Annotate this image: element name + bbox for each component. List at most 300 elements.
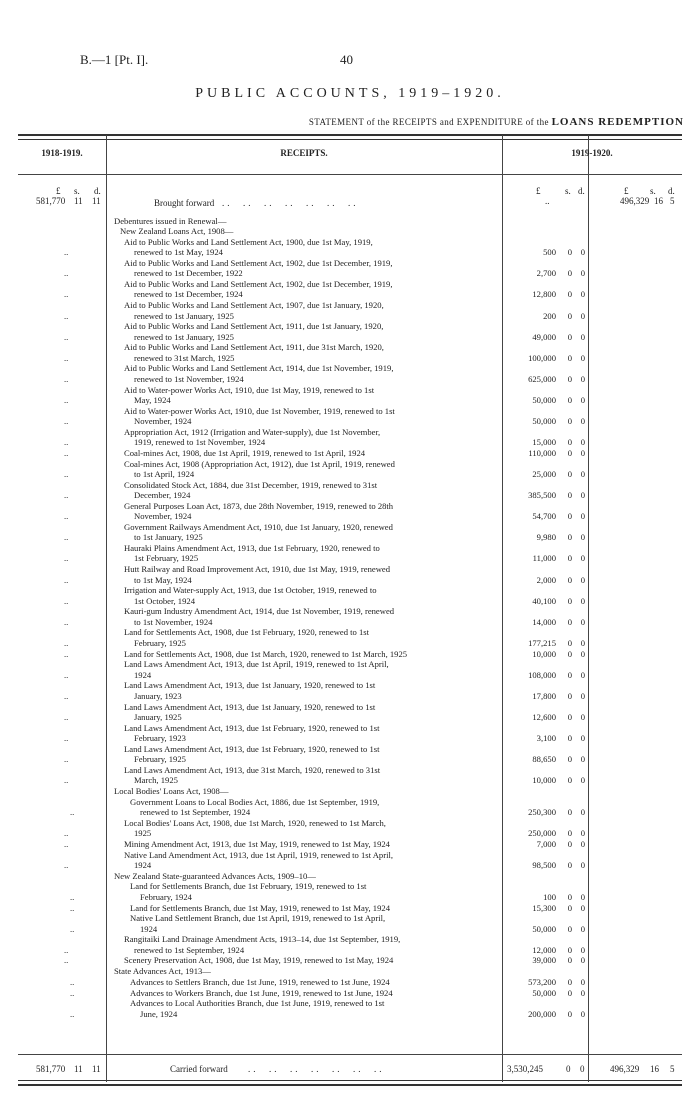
- entry-amount-s: 0: [567, 289, 572, 300]
- entry-continuation: June, 1924: [140, 1008, 178, 1019]
- entry-text: Land for Settlements Branch, due 1st May, 1919, renewed to 1st May, 1924: [130, 902, 390, 913]
- bf-leader-dots: .. .. .. .. .. .. ..: [222, 198, 359, 208]
- entry-continuation: 1925: [134, 828, 152, 839]
- entry-text: Aid to Public Works and Land Settlement Act, 1911, due 31st March, 1920,: [124, 342, 384, 353]
- list-subheading: [114, 786, 499, 796]
- header-divider: [18, 174, 682, 175]
- entry-text: Rangitaiki Land Drainage Amendment Acts, 1913–14, due 1st September, 1919,: [124, 934, 401, 945]
- entry-continuation: 1924: [140, 923, 158, 934]
- list-item: [64, 257, 585, 279]
- left-column-dots: ..: [64, 331, 69, 342]
- cf-mid-s: 0: [566, 1064, 571, 1074]
- entry-amount-d: 0: [580, 310, 585, 321]
- list-item: [64, 500, 585, 522]
- entry-amount-s: 0: [567, 807, 572, 818]
- entry-continuation: to 1st January, 1925: [134, 532, 203, 543]
- entry-continuation: renewed to 1st May, 1924: [134, 247, 223, 258]
- left-column-dots: ..: [64, 289, 69, 300]
- receipts-list: [64, 216, 585, 1019]
- entry-amount-s: 0: [567, 394, 572, 405]
- entry-amount-s: 0: [567, 711, 572, 722]
- entry-amount-d: 0: [580, 574, 585, 585]
- entry-amount-pounds: 10,000: [532, 775, 556, 786]
- entry-continuation: February, 1924: [140, 891, 192, 902]
- entry-text: Aid to Public Works and Land Settlement Act, 1907, due 1st January, 1920,: [124, 300, 384, 311]
- entry-amount-s: 0: [567, 923, 572, 934]
- left-column-dots: ..: [64, 859, 69, 870]
- entry-amount-s: 0: [567, 637, 572, 648]
- list-item: [64, 648, 585, 659]
- entry-amount-s: 0: [567, 447, 572, 458]
- list-item: [64, 849, 585, 871]
- entry-amount-d: 0: [580, 416, 585, 427]
- entry-continuation: renewed to 1st November, 1924: [134, 373, 244, 384]
- entry-amount-s: 0: [567, 532, 572, 543]
- left-column-dots: ..: [64, 595, 69, 606]
- entry-amount-pounds: 177,215: [528, 637, 556, 648]
- subtitle-bold: LOANS REDEMPTION: [551, 116, 684, 128]
- cf-right-pounds: 496,329: [610, 1064, 640, 1074]
- entry-amount-d: 0: [580, 511, 585, 522]
- left-column-dots: ..: [64, 416, 69, 427]
- entry-amount-s: 0: [567, 553, 572, 564]
- entry-amount-pounds: 3,100: [536, 733, 556, 744]
- entry-continuation: renewed to 1st January, 1925: [134, 331, 234, 342]
- pence-label-mid: d.: [578, 186, 585, 196]
- entry-amount-s: 0: [567, 373, 572, 384]
- list-item: [64, 680, 585, 701]
- left-column-dots: ..: [70, 976, 75, 987]
- pound-sign-right: £: [624, 186, 629, 196]
- entry-amount-pounds: 17,800: [532, 690, 556, 701]
- entry-continuation: 1924: [134, 669, 152, 680]
- entry-amount-pounds: 50,000: [532, 394, 556, 405]
- entry-continuation: December, 1924: [134, 490, 191, 501]
- entry-amount-pounds: 14,000: [532, 616, 556, 627]
- entry-amount-pounds: 573,200: [528, 976, 556, 987]
- subtitle-prefix: STATEMENT of the RECEIPTS and EXPENDITURE of the: [308, 117, 549, 127]
- entry-amount-pounds: 12,600: [532, 711, 556, 722]
- cf-right-d: 5: [670, 1064, 675, 1074]
- list-item: [64, 321, 585, 342]
- left-column-dots: ..: [64, 637, 69, 648]
- entry-text: Advances to Local Authorities Branch, due 1st June, 1919, renewed to 1st: [130, 998, 385, 1009]
- brought-forward-label: Brought forward: [154, 198, 215, 208]
- entry-amount-d: 0: [580, 373, 585, 384]
- entry-text: Land for Settlements Branch, due 1st February, 1919, renewed to 1st: [130, 881, 367, 892]
- entry-amount-d: 0: [580, 733, 585, 744]
- entry-amount-d: 0: [580, 891, 585, 902]
- footer-divider: [18, 1054, 682, 1055]
- list-item: [64, 363, 585, 384]
- entry-amount-s: 0: [567, 310, 572, 321]
- carried-forward-label: Carried forward: [170, 1064, 228, 1074]
- entry-text: New Zealand State-guaranteed Advances Acts, 1909–10—: [114, 870, 316, 881]
- entry-amount-s: 0: [567, 828, 572, 839]
- entry-amount-d: 0: [580, 532, 585, 543]
- entry-amount-d: 0: [580, 394, 585, 405]
- list-item: [64, 405, 585, 427]
- subsection-heading: New Zealand Loans Act, 1908—: [120, 226, 234, 237]
- left-column-dots: ..: [64, 838, 69, 849]
- entry-continuation: 1st February, 1925: [134, 553, 199, 564]
- list-item: [64, 543, 585, 564]
- entry-text: Advances to Settlers Branch, due 1st June, 1919, renewed to 1st June, 1924: [130, 976, 390, 987]
- entry-text: Kauri-gum Industry Amendment Act, 1914, due 1st November, 1919, renewed: [124, 606, 395, 617]
- pence-label-left: d.: [94, 186, 101, 196]
- entry-amount-d: 0: [580, 859, 585, 870]
- entry-amount-d: 0: [580, 976, 585, 987]
- left-column-dots: ..: [64, 553, 69, 564]
- entry-amount-pounds: 54,700: [532, 511, 556, 522]
- list-item: [64, 447, 585, 458]
- entry-amount-s: 0: [567, 955, 572, 966]
- entry-continuation: renewed to 1st September, 1924: [134, 944, 245, 955]
- left-column-dots: ..: [70, 891, 75, 902]
- list-item: [64, 564, 585, 585]
- list-item: [64, 606, 585, 627]
- list-item: [64, 585, 585, 606]
- left-column-dots: ..: [64, 511, 69, 522]
- entry-text: Mining Amendment Act, 1913, due 1st May, 1919, renewed to 1st May, 1924: [124, 838, 390, 849]
- entry-amount-d: 0: [580, 352, 585, 363]
- entry-text: General Purposes Loan Act, 1873, due 28th November, 1919, renewed to 28th: [124, 500, 394, 511]
- entry-amount-pounds: 11,000: [532, 553, 556, 564]
- entry-amount-d: 0: [580, 902, 585, 913]
- entry-amount-d: 0: [580, 838, 585, 849]
- entry-continuation: November, 1924: [134, 511, 192, 522]
- column-divider-left: [106, 135, 107, 1082]
- entry-amount-d: 0: [580, 331, 585, 342]
- left-column-dots: ..: [64, 437, 69, 448]
- entry-amount-pounds: 15,000: [532, 437, 556, 448]
- entry-amount-d: 0: [580, 469, 585, 480]
- list-item: [70, 881, 585, 902]
- entry-text: Land Laws Amendment Act, 1913, due 1st February, 1920, renewed to 1st: [124, 722, 380, 733]
- entry-amount-s: 0: [567, 268, 572, 279]
- left-column-dots: ..: [64, 616, 69, 627]
- entry-text: Appropriation Act, 1912 (Irrigation and Water-supply), due 1st November,: [124, 426, 381, 437]
- entry-amount-d: 0: [580, 711, 585, 722]
- entry-amount-pounds: 200: [543, 310, 556, 321]
- entry-text: Consolidated Stock Act, 1884, due 31st December, 1919, renewed to 31st: [124, 479, 378, 490]
- left-column-dots: ..: [64, 669, 69, 680]
- entry-amount-pounds: 7,000: [536, 838, 556, 849]
- entry-amount-d: 0: [580, 437, 585, 448]
- entry-amount-pounds: 39,000: [532, 955, 556, 966]
- list-item: [70, 913, 585, 934]
- entry-amount-s: 0: [567, 352, 572, 363]
- left-column-dots: ..: [64, 490, 69, 501]
- entry-text: Government Railways Amendment Act, 1910, due 1st January, 1920, renewed: [124, 521, 393, 532]
- entry-text: Scenery Preservation Act, 1908, due 1st May, 1919, renewed to 1st May, 1924: [124, 955, 394, 966]
- entry-text: Aid to Public Works and Land Settlement Act, 1911, due 1st January, 1920,: [124, 321, 384, 332]
- entry-text: Advances to Workers Branch, due 1st June, 1919, renewed to 1st June, 1924: [130, 987, 393, 998]
- left-column-dots: ..: [64, 469, 69, 480]
- entry-amount-pounds: 625,000: [528, 373, 556, 384]
- entry-amount-d: 0: [580, 987, 585, 998]
- entry-amount-d: 0: [580, 268, 585, 279]
- bf-left-s: 11: [74, 196, 83, 206]
- left-column-dots: ..: [64, 247, 69, 258]
- entry-continuation: January, 1925: [134, 711, 182, 722]
- entry-amount-pounds: 500: [543, 247, 556, 258]
- list-item: [70, 902, 585, 913]
- list-item: [64, 955, 585, 966]
- column-divider-mid: [502, 135, 503, 1082]
- list-item: [64, 384, 585, 406]
- section-heading: Debentures issued in Renewal—: [114, 216, 227, 226]
- entry-continuation: renewed to 1st December, 1924: [134, 289, 243, 300]
- entry-text: Local Bodies' Loans Act, 1908, due 1st March, 1920, renewed to 1st March,: [124, 817, 386, 828]
- page-number: 40: [340, 52, 353, 67]
- entry-amount-pounds: 100,000: [528, 352, 556, 363]
- entry-amount-pounds: 10,000: [532, 648, 556, 659]
- left-column-dots: ..: [64, 754, 69, 765]
- entry-text: Land Laws Amendment Act, 1913, due 1st February, 1920, renewed to 1st: [124, 743, 380, 754]
- list-item: [70, 796, 585, 818]
- entry-text: Land Laws Amendment Act, 1913, due 1st April, 1919, renewed to 1st April,: [124, 659, 389, 670]
- list-item: [64, 521, 585, 543]
- list-item: [64, 722, 585, 744]
- entry-amount-d: 0: [580, 923, 585, 934]
- left-column-dots: ..: [64, 690, 69, 701]
- entry-text: Land Laws Amendment Act, 1913, due 1st January, 1920, renewed to 1st: [124, 680, 376, 691]
- entry-text: Aid to Public Works and Land Settlement Act, 1914, due 1st November, 1919,: [124, 363, 394, 374]
- entry-amount-pounds: 108,000: [528, 669, 556, 680]
- entry-continuation: January, 1923: [134, 690, 182, 701]
- bf-right-s: 16: [654, 196, 663, 206]
- entry-amount-pounds: 49,000: [532, 331, 556, 342]
- page-reference: B.—1 [Pt. I].: [80, 52, 149, 67]
- entry-amount-s: 0: [567, 1008, 572, 1019]
- entry-text: Aid to Water-power Works Act, 1910, due 1st May, 1919, renewed to 1st: [124, 384, 375, 395]
- left-column-dots: ..: [64, 711, 69, 722]
- pound-sign-mid: £: [536, 186, 541, 196]
- entry-text: Native Land Amendment Act, 1913, due 1st April, 1919, renewed to 1st April,: [124, 849, 393, 860]
- entry-amount-s: 0: [567, 690, 572, 701]
- cf-right-s: 16: [650, 1064, 659, 1074]
- list-item: [64, 934, 585, 955]
- bf-right-d: 5: [670, 196, 675, 206]
- entry-amount-d: 0: [580, 553, 585, 564]
- list-item: [64, 817, 585, 839]
- list-item: [64, 627, 585, 648]
- shilling-label-mid: s.: [565, 186, 571, 196]
- entry-amount-d: 0: [580, 669, 585, 680]
- entry-amount-d: 0: [580, 247, 585, 258]
- entry-text: Aid to Water-power Works Act, 1910, due 1st November, 1919, renewed to 1st: [124, 405, 395, 416]
- entry-amount-pounds: 9,980: [536, 532, 556, 543]
- left-column-dots: ..: [64, 944, 69, 955]
- entry-continuation: February, 1923: [134, 733, 186, 744]
- list-item: [70, 998, 585, 1019]
- left-column-dots: ..: [64, 733, 69, 744]
- entry-amount-pounds: 15,300: [532, 902, 556, 913]
- entry-text: Government Loans to Local Bodies Act, 1886, due 1st September, 1919,: [130, 796, 380, 807]
- cf-leader-dots: .. .. .. .. .. .. ..: [248, 1064, 385, 1074]
- entry-amount-s: 0: [567, 987, 572, 998]
- entry-continuation: to 1st April, 1924: [134, 469, 195, 480]
- list-item: [64, 743, 585, 765]
- statement-subtitle: [309, 116, 684, 128]
- entry-amount-pounds: 2,700: [536, 268, 556, 279]
- entry-amount-s: 0: [567, 574, 572, 585]
- list-item: [64, 659, 585, 680]
- entry-text: Land Laws Amendment Act, 1913, due 31st March, 1920, renewed to 31st: [124, 764, 381, 775]
- entry-amount-d: 0: [580, 775, 585, 786]
- entry-amount-d: 0: [580, 828, 585, 839]
- entry-amount-s: 0: [567, 775, 572, 786]
- left-column-dots: ..: [64, 373, 69, 384]
- left-column-dots: ..: [64, 310, 69, 321]
- entry-text: Coal-mines Act, 1908 (Appropriation Act, 1912), due 1st April, 1919, renewed: [124, 458, 395, 469]
- entry-continuation: 1919, renewed to 1st November, 1924: [134, 437, 266, 448]
- list-item: [64, 342, 585, 363]
- entry-amount-s: 0: [567, 490, 572, 501]
- entry-continuation: to 1st November, 1924: [134, 616, 213, 627]
- entry-amount-pounds: 200,000: [528, 1008, 556, 1019]
- entry-amount-pounds: 25,000: [532, 469, 556, 480]
- left-column-dots: ..: [64, 775, 69, 786]
- entry-amount-pounds: 250,000: [528, 828, 556, 839]
- entry-amount-s: 0: [567, 437, 572, 448]
- entry-amount-s: 0: [567, 976, 572, 987]
- entry-amount-d: 0: [580, 490, 585, 501]
- left-column-dots: ..: [70, 807, 75, 818]
- left-column-dots: ..: [64, 648, 69, 659]
- entry-amount-s: 0: [567, 859, 572, 870]
- entry-continuation: 1st October, 1924: [134, 595, 195, 606]
- bf-left-d: 11: [92, 196, 101, 206]
- left-column-dots: ..: [70, 923, 75, 934]
- list-item: [64, 279, 585, 300]
- entry-amount-s: 0: [567, 595, 572, 606]
- entry-continuation: renewed to 31st March, 1925: [134, 352, 235, 363]
- cf-left-d: 11: [92, 1064, 101, 1074]
- entry-amount-pounds: 40,100: [532, 595, 556, 606]
- list-item: [70, 976, 585, 987]
- list-item: [64, 764, 585, 786]
- entry-amount-s: 0: [567, 247, 572, 258]
- list-subheading: [114, 966, 499, 976]
- entry-continuation: February, 1925: [134, 637, 186, 648]
- entry-amount-d: 0: [580, 1008, 585, 1019]
- entry-amount-d: 0: [580, 616, 585, 627]
- list-item: [64, 236, 585, 258]
- entry-amount-pounds: 12,800: [532, 289, 556, 300]
- entry-text: Aid to Public Works and Land Settlement Act, 1902, due 1st December, 1919,: [124, 257, 393, 268]
- shilling-label-left: s.: [74, 186, 80, 196]
- entry-amount-s: 0: [567, 511, 572, 522]
- left-column-dots: ..: [64, 828, 69, 839]
- cf-left-s: 11: [74, 1064, 83, 1074]
- entry-amount-pounds: 385,500: [528, 490, 556, 501]
- entry-amount-s: 0: [567, 469, 572, 480]
- entry-amount-pounds: 12,000: [532, 944, 556, 955]
- left-column-dots: ..: [64, 394, 69, 405]
- entry-amount-pounds: 50,000: [532, 987, 556, 998]
- entry-amount-s: 0: [567, 838, 572, 849]
- entry-amount-pounds: 98,500: [532, 859, 556, 870]
- bf-mid-dots: ..: [545, 196, 550, 206]
- column-divider-right: [588, 135, 589, 1082]
- entry-continuation: to 1st May, 1924: [134, 574, 192, 585]
- bf-left-pounds: 581,770: [36, 196, 66, 206]
- entry-amount-s: 0: [567, 944, 572, 955]
- entry-text: Land for Settlements Act, 1908, due 1st March, 1920, renewed to 1st March, 1925: [124, 648, 408, 659]
- left-column-dots: ..: [64, 955, 69, 966]
- entry-amount-d: 0: [580, 595, 585, 606]
- list-item: [70, 987, 585, 998]
- list-subheading: [114, 871, 499, 881]
- cf-mid-pounds: 3,530,245: [507, 1064, 543, 1074]
- cf-left-pounds: 581,770: [36, 1064, 66, 1074]
- entry-amount-s: 0: [567, 331, 572, 342]
- entry-text: Hutt Railway and Road Improvement Act, 1910, due 1st May, 1919, renewed: [124, 564, 391, 575]
- bf-right-pounds: 496,329: [620, 196, 650, 206]
- entry-text: State Advances Act, 1913—: [114, 966, 211, 977]
- entry-amount-pounds: 100: [543, 891, 556, 902]
- entry-amount-d: 0: [580, 289, 585, 300]
- entry-amount-pounds: 50,000: [532, 416, 556, 427]
- list-item: [64, 300, 585, 321]
- pound-sign-left: £: [56, 186, 61, 196]
- left-column-dots: ..: [70, 1008, 75, 1019]
- left-column-dots: ..: [70, 902, 75, 913]
- entry-amount-d: 0: [580, 690, 585, 701]
- page-title: PUBLIC ACCOUNTS, 1919–1920.: [195, 86, 505, 101]
- left-column-dots: ..: [64, 532, 69, 543]
- entry-amount-s: 0: [567, 416, 572, 427]
- column-header-1919-1920: 1919-1920.: [571, 148, 613, 158]
- entry-amount-d: 0: [580, 944, 585, 955]
- entry-text: Irrigation and Water-supply Act, 1913, due 1st October, 1919, renewed to: [124, 585, 377, 596]
- entry-amount-pounds: 250,300: [528, 807, 556, 818]
- entry-amount-d: 0: [580, 754, 585, 765]
- entry-amount-s: 0: [567, 754, 572, 765]
- list-item: [64, 426, 585, 448]
- entry-text: Native Land Settlement Branch, due 1st April, 1919, renewed to 1st April,: [130, 913, 386, 924]
- entry-amount-pounds: 50,000: [532, 923, 556, 934]
- entry-text: Land Laws Amendment Act, 1913, due 1st January, 1920, renewed to 1st: [124, 701, 376, 712]
- column-header-1918-1919: 1918-1919.: [41, 148, 83, 158]
- entry-amount-s: 0: [567, 648, 572, 659]
- entry-amount-d: 0: [580, 447, 585, 458]
- entry-amount-pounds: 110,000: [528, 447, 556, 458]
- left-column-dots: ..: [64, 574, 69, 585]
- entry-amount-d: 0: [580, 955, 585, 966]
- list-item: [64, 701, 585, 723]
- entry-amount-s: 0: [567, 616, 572, 627]
- entry-continuation: May, 1924: [134, 394, 171, 405]
- entry-amount-d: 0: [580, 807, 585, 818]
- entry-text: Aid to Public Works and Land Settlement Act, 1902, due 1st December, 1919,: [124, 279, 393, 290]
- entry-amount-s: 0: [567, 891, 572, 902]
- column-header-receipts: RECEIPTS.: [280, 148, 328, 158]
- entry-amount-s: 0: [567, 902, 572, 913]
- entry-amount-d: 0: [580, 648, 585, 659]
- entry-continuation: 1924: [134, 859, 152, 870]
- entry-text: Coal-mines Act, 1908, due 1st April, 1919, renewed to 1st April, 1924: [124, 447, 366, 458]
- entry-text: Aid to Public Works and Land Settlement Act, 1900, due 1st May, 1919,: [124, 236, 373, 247]
- entry-amount-d: 0: [580, 637, 585, 648]
- entry-amount-s: 0: [567, 733, 572, 744]
- list-item: [64, 479, 585, 501]
- entry-amount-s: 0: [567, 669, 572, 680]
- cf-mid-d: 0: [580, 1064, 585, 1074]
- list-item: [64, 458, 585, 480]
